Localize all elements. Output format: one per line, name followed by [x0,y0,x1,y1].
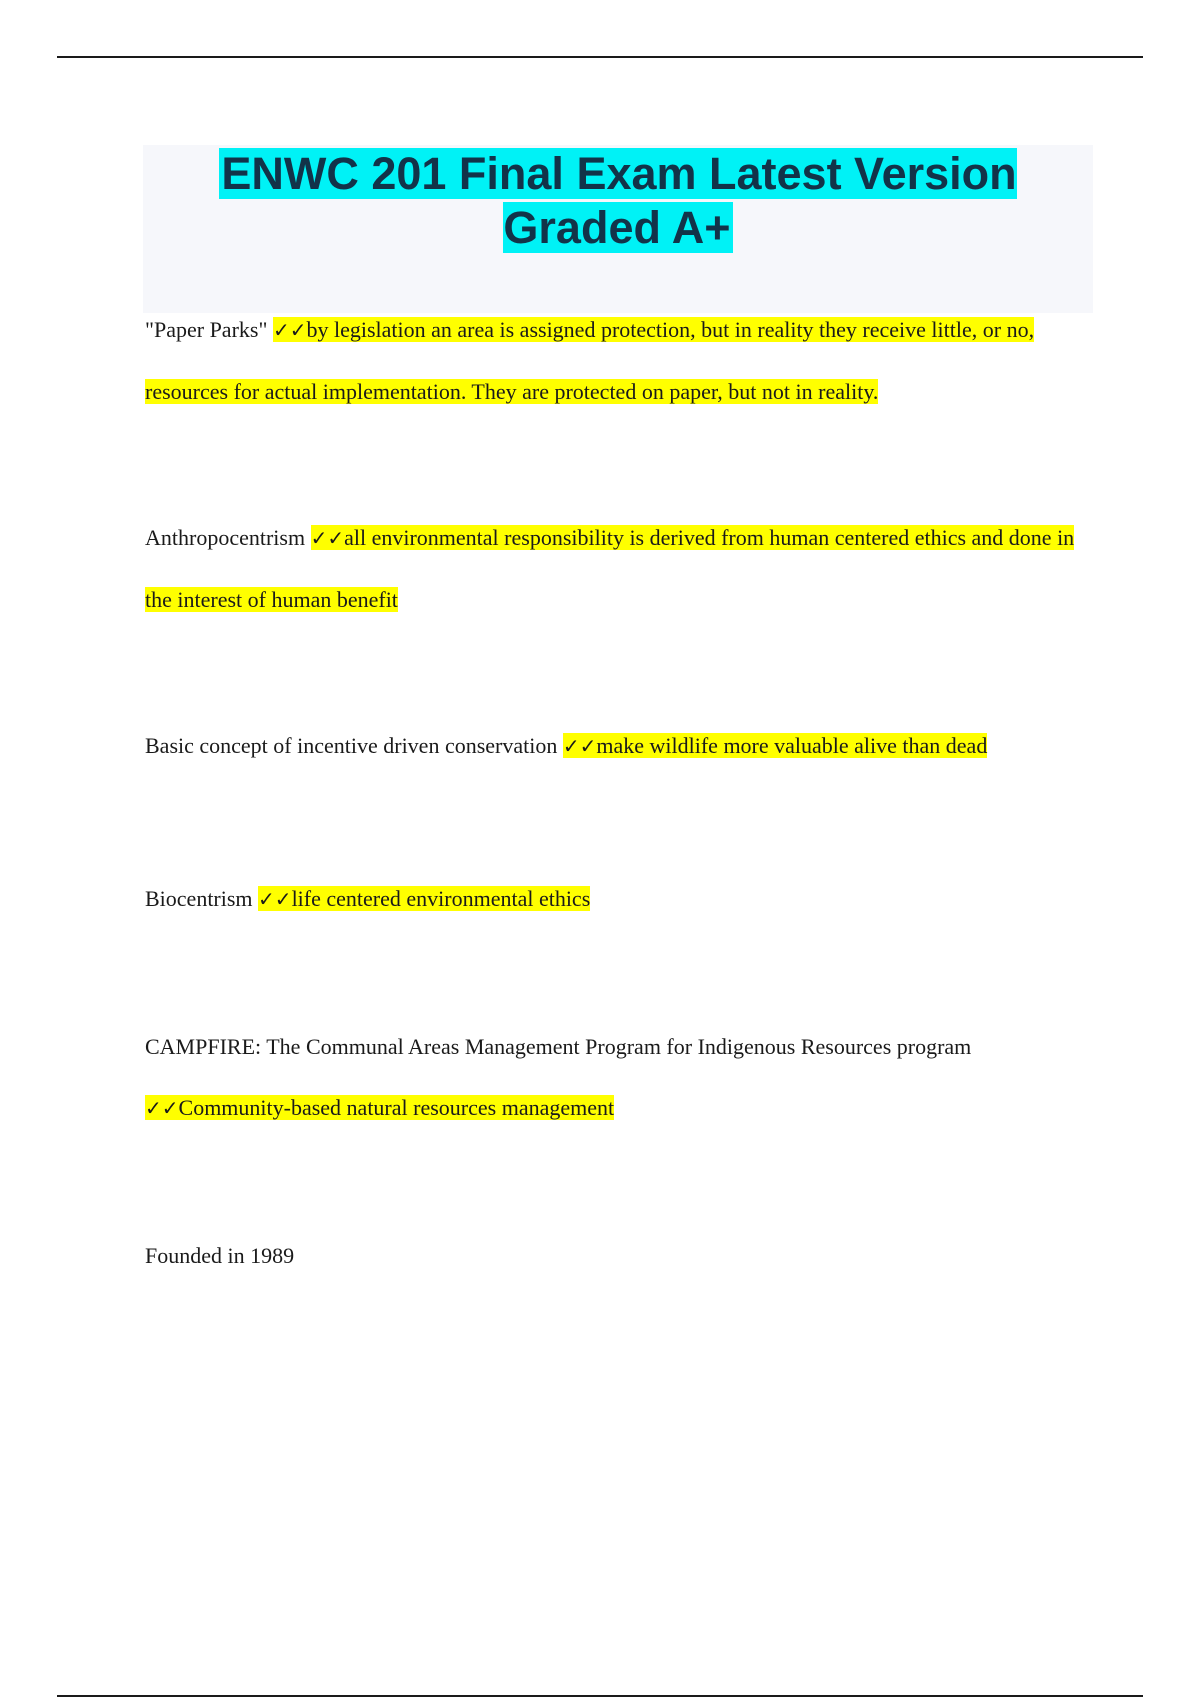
entry-answer: Community-based natural resources management [178,1095,615,1120]
footer-note: Founded in 1989 [145,1243,295,1268]
entry-campfire [145,1016,1095,1139]
top-rule [57,56,1143,58]
entry-biocentrism [145,868,1095,930]
check-mark-icon: ✓✓ [310,526,345,550]
entry-answer: all environmental responsibility is derived from human centered ethics and done in the interest of human benefit [145,525,1075,612]
page-title [143,145,1093,255]
check-mark-icon: ✓✓ [145,1096,179,1120]
check-mark-icon: ✓✓ [272,318,307,342]
entry-term: Basic concept of incentive driven conservation [145,733,558,758]
entry-answer: life centered environmental ethics [291,886,591,911]
check-mark-icon: ✓✓ [258,887,292,911]
entry-anthropocentrism [145,507,1095,630]
entry-paper-parks [145,299,1095,422]
entry-term: CAMPFIRE: The Communal Areas Management Program for Indigenous Resources program [145,1034,972,1059]
page-title-text: ENWC 201 Final Exam Latest Version Graded A+ [221,148,1017,253]
entry-incentive-driven-conservation [145,715,1095,777]
entry-term: "Paper Parks" [145,317,268,342]
entry-answer: make wildlife more valuable alive than dead [596,733,988,758]
check-mark-icon: ✓✓ [562,734,597,758]
entry-term: Anthropocentrism [145,525,306,550]
entry-answer: by legislation an area is assigned protection, but in reality they receive little, or no, resources for actual implementation. They are protected on paper, but not in reality. [145,317,1035,404]
entry-term: Biocentrism [145,886,253,911]
bottom-rule [57,1695,1143,1697]
title-block [143,145,1093,313]
